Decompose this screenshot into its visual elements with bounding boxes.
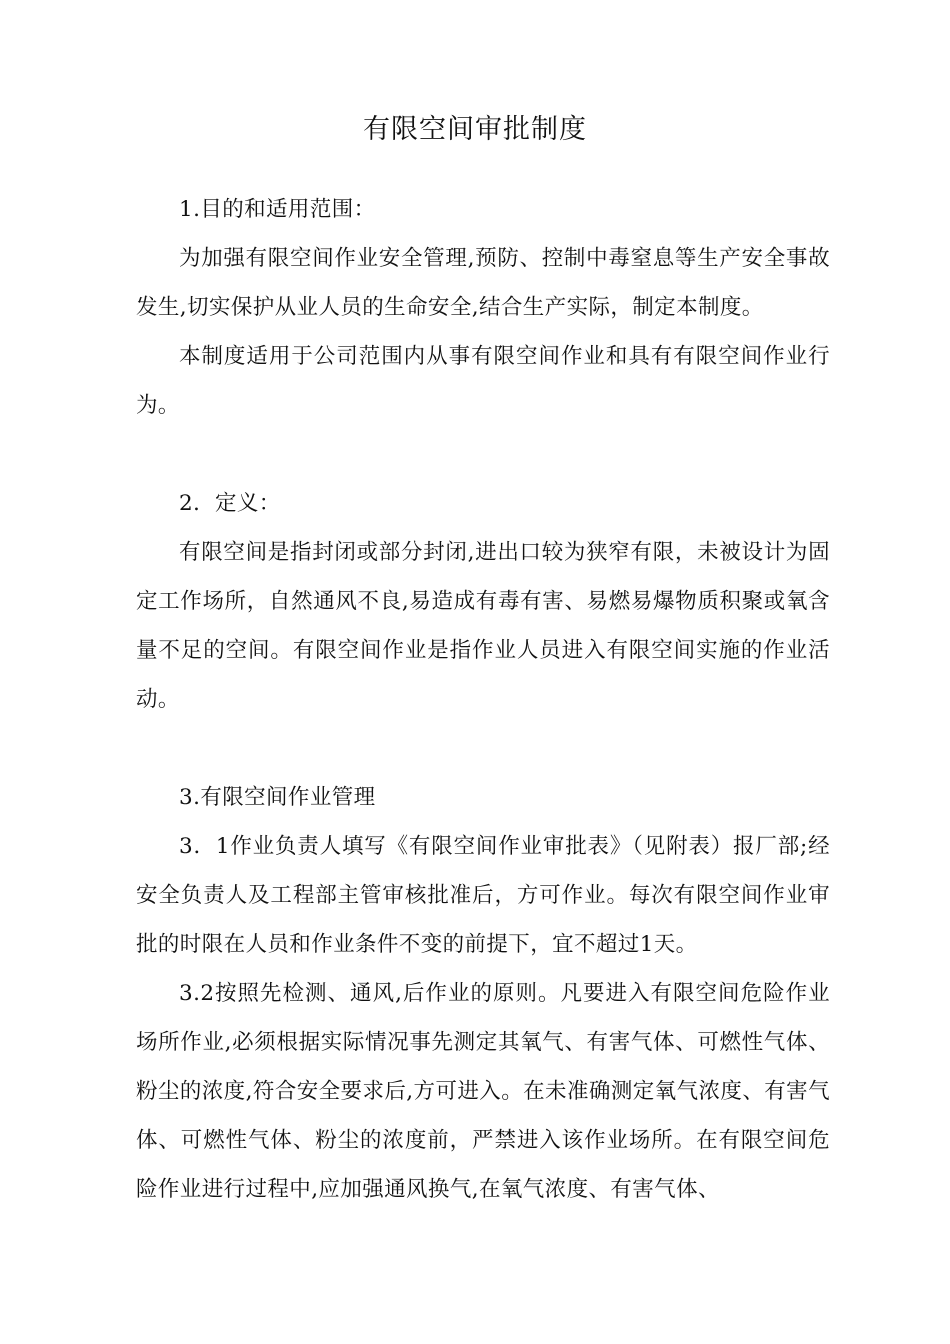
section-2-paragraph-1: 有限空间是指封闭或部分封闭,进出口较为狭窄有限，未被设计为固定工作场所，自然通风不良,易造成有毒有害、易燃易爆物质积聚或氧含量不足的空间。有限空间作业是指作业人员进入有限空间实施的作业活动。 xyxy=(136,540,830,712)
section-1-paragraph-1: 为加强有限空间作业安全管理,预防、控制中毒窒息等生产安全事故发生,切实保护从业人员的生命安全,结合生产实际，制定本制度。 xyxy=(136,246,830,320)
document-body xyxy=(136,185,830,1214)
section-2-heading: 2．定义： xyxy=(179,491,281,516)
section-1-heading: 1.目的和适用范围： xyxy=(179,197,376,222)
section-spacer xyxy=(136,724,830,773)
section-3-heading: 3.有限空间作业管理 xyxy=(179,785,376,810)
document-title: 有限空间审批制度 xyxy=(363,114,587,145)
section-1-paragraph-2: 本制度适用于公司范围内从事有限空间作业和具有有限空间作业行为。 xyxy=(136,344,830,418)
section-spacer xyxy=(136,430,830,479)
section-3-paragraph-1: 3．1作业负责人填写《有限空间作业审批表》（见附表）报厂部;经安全负责人及工程部主管审核批准后，方可作业。每次有限空间作业审批的时限在人员和作业条件不变的前提下，宜不超过1天。 xyxy=(136,834,830,957)
section-3-paragraph-2: 3.2按照先检测、通风,后作业的原则。凡要进入有限空间危险作业场所作业,必须根据实际情况事先测定其氧气、有害气体、可燃性气体、粉尘的浓度,符合安全要求后,方可进入。在未准确测定氧气浓度、有害气体、可燃性气体、粉尘的浓度前，严禁进入该作业场所。在有限空间危险作业进行过程中,应加强通风换气,在氧气浓度、有害气体、 xyxy=(136,981,830,1202)
